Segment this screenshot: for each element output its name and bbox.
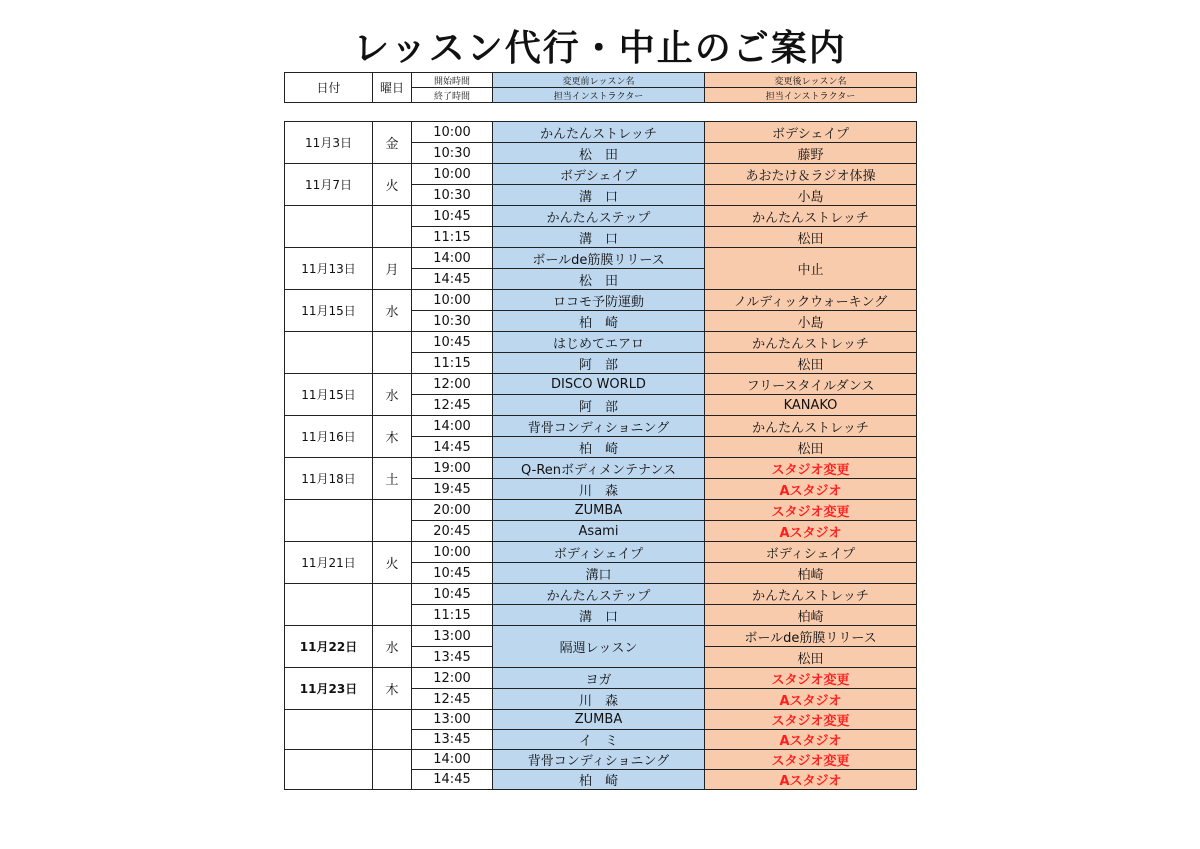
table-row bbox=[285, 542, 917, 563]
time-cell: 10:45 bbox=[412, 563, 493, 584]
time-cell: 14:00 bbox=[412, 248, 493, 269]
weekday-cell bbox=[373, 206, 412, 248]
weekday-cell bbox=[373, 750, 412, 790]
weekday-cell: 月 bbox=[373, 248, 412, 290]
after-instructor-cell: 柏崎 bbox=[705, 605, 917, 626]
after-instructor-cell: KANAKO bbox=[705, 395, 917, 416]
before-lesson-cell: かんたんストレッチ bbox=[493, 122, 705, 143]
time-cell: 20:45 bbox=[412, 521, 493, 542]
time-cell: 14:00 bbox=[412, 416, 493, 437]
legend-header-table bbox=[284, 72, 917, 103]
after-lesson-cell: ボデシェイプ bbox=[705, 122, 917, 143]
before-instructor-cell: 松 田 bbox=[493, 269, 705, 290]
schedule-table bbox=[284, 121, 917, 790]
before-lesson-cell: ボデシェイプ bbox=[493, 164, 705, 185]
weekday-cell bbox=[373, 710, 412, 750]
time-cell: 12:45 bbox=[412, 689, 493, 710]
time-cell: 10:00 bbox=[412, 542, 493, 563]
header-end-time: 終了時間 bbox=[412, 88, 493, 103]
before-instructor-cell: 柏 崎 bbox=[493, 311, 705, 332]
before-lesson-cell: ZUMBA bbox=[493, 500, 705, 521]
after-instructor-cell: 松田 bbox=[705, 647, 917, 668]
time-cell: 14:45 bbox=[412, 269, 493, 290]
time-cell: 14:00 bbox=[412, 750, 493, 770]
after-instructor-cell: 松田 bbox=[705, 437, 917, 458]
time-cell: 13:00 bbox=[412, 626, 493, 647]
weekday-cell: 木 bbox=[373, 668, 412, 710]
before-instructor-cell: 溝口 bbox=[493, 563, 705, 584]
time-cell: 20:00 bbox=[412, 500, 493, 521]
before-lesson-cell: かんたんステップ bbox=[493, 584, 705, 605]
after-lesson-cell: かんたんストレッチ bbox=[705, 584, 917, 605]
table-row bbox=[285, 332, 917, 353]
date-cell: 11月22日 bbox=[285, 626, 373, 668]
after-instructor-cell: Aスタジオ bbox=[705, 479, 917, 500]
header-start-time: 開始時間 bbox=[412, 73, 493, 88]
before-instructor-cell: 柏 崎 bbox=[493, 770, 705, 790]
before-instructor-cell: Asami bbox=[493, 521, 705, 542]
after-instructor-cell: 松田 bbox=[705, 353, 917, 374]
after-instructor-cell: Aスタジオ bbox=[705, 770, 917, 790]
header-before-lesson: 変更前レッスン名 bbox=[493, 73, 705, 88]
time-cell: 12:00 bbox=[412, 668, 493, 689]
weekday-cell bbox=[373, 584, 412, 626]
weekday-cell: 木 bbox=[373, 416, 412, 458]
before-instructor-cell: 柏 崎 bbox=[493, 437, 705, 458]
before-instructor-cell: イ ミ bbox=[493, 730, 705, 750]
after-lesson-cell: ボールde筋膜リリース bbox=[705, 626, 917, 647]
before-instructor-cell: 溝 口 bbox=[493, 185, 705, 206]
time-cell: 10:30 bbox=[412, 311, 493, 332]
date-cell bbox=[285, 500, 373, 542]
weekday-cell bbox=[373, 332, 412, 374]
table-row bbox=[285, 458, 917, 479]
after-instructor-cell: 藤野 bbox=[705, 143, 917, 164]
date-cell: 11月13日 bbox=[285, 248, 373, 290]
table-row bbox=[285, 374, 917, 395]
table-row bbox=[285, 416, 917, 437]
after-instructor-cell: 小島 bbox=[705, 185, 917, 206]
table-row bbox=[285, 248, 917, 269]
time-cell: 10:00 bbox=[412, 122, 493, 143]
date-cell bbox=[285, 584, 373, 626]
header-before-instructor: 担当インストラクター bbox=[493, 88, 705, 103]
date-cell: 11月15日 bbox=[285, 290, 373, 332]
table-row bbox=[285, 668, 917, 689]
time-cell: 19:00 bbox=[412, 458, 493, 479]
date-cell: 11月18日 bbox=[285, 458, 373, 500]
table-row bbox=[285, 122, 917, 143]
after-lesson-cell: スタジオ変更 bbox=[705, 500, 917, 521]
weekday-cell: 土 bbox=[373, 458, 412, 500]
before-instructor-cell: 溝 口 bbox=[493, 227, 705, 248]
after-lesson-cell: かんたんストレッチ bbox=[705, 332, 917, 353]
time-cell: 10:30 bbox=[412, 143, 493, 164]
before-instructor-cell: 阿 部 bbox=[493, 395, 705, 416]
header-after-instructor: 担当インストラクター bbox=[705, 88, 917, 103]
table-row bbox=[285, 584, 917, 605]
after-instructor-cell: 松田 bbox=[705, 227, 917, 248]
table-row bbox=[285, 626, 917, 647]
time-cell: 12:45 bbox=[412, 395, 493, 416]
table-row bbox=[285, 710, 917, 730]
after-lesson-cell: ボディシェイプ bbox=[705, 542, 917, 563]
before-lesson-cell: かんたんステップ bbox=[493, 206, 705, 227]
date-cell: 11月15日 bbox=[285, 374, 373, 416]
after-instructor-cell: Aスタジオ bbox=[705, 689, 917, 710]
header-date: 日付 bbox=[285, 73, 373, 103]
before-lesson-cell: 背骨コンディショニング bbox=[493, 750, 705, 770]
date-cell bbox=[285, 332, 373, 374]
before-lesson-cell: Q-Renボディメンテナンス bbox=[493, 458, 705, 479]
after-instructor-cell: Aスタジオ bbox=[705, 730, 917, 750]
before-lesson-cell: ボールde筋膜リリース bbox=[493, 248, 705, 269]
date-cell bbox=[285, 710, 373, 750]
before-instructor-cell: 川 森 bbox=[493, 479, 705, 500]
before-instructor-cell: 川 森 bbox=[493, 689, 705, 710]
date-cell bbox=[285, 206, 373, 248]
weekday-cell: 火 bbox=[373, 164, 412, 206]
table-row bbox=[285, 206, 917, 227]
before-lesson-cell: はじめてエアロ bbox=[493, 332, 705, 353]
time-cell: 19:45 bbox=[412, 479, 493, 500]
date-cell: 11月21日 bbox=[285, 542, 373, 584]
weekday-cell bbox=[373, 500, 412, 542]
table-row bbox=[285, 290, 917, 311]
time-cell: 12:00 bbox=[412, 374, 493, 395]
before-lesson-cell: ロコモ予防運動 bbox=[493, 290, 705, 311]
weekday-cell: 水 bbox=[373, 374, 412, 416]
time-cell: 10:45 bbox=[412, 332, 493, 353]
after-lesson-cell: フリースタイルダンス bbox=[705, 374, 917, 395]
time-cell: 14:45 bbox=[412, 770, 493, 790]
before-lesson-cell: 隔週レッスン bbox=[493, 626, 705, 668]
after-lesson-cell: かんたんストレッチ bbox=[705, 416, 917, 437]
before-instructor-cell: 松 田 bbox=[493, 143, 705, 164]
after-lesson-cell: あおたけ＆ラジオ体操 bbox=[705, 164, 917, 185]
after-instructor-cell: Aスタジオ bbox=[705, 521, 917, 542]
before-lesson-cell: ボディシェイプ bbox=[493, 542, 705, 563]
after-lesson-cell: スタジオ変更 bbox=[705, 458, 917, 479]
time-cell: 10:00 bbox=[412, 290, 493, 311]
time-cell: 14:45 bbox=[412, 437, 493, 458]
table-row bbox=[285, 164, 917, 185]
time-cell: 10:00 bbox=[412, 164, 493, 185]
weekday-cell: 水 bbox=[373, 290, 412, 332]
after-lesson-cell: かんたんストレッチ bbox=[705, 206, 917, 227]
after-lesson-cell: ノルディックウォーキング bbox=[705, 290, 917, 311]
time-cell: 10:45 bbox=[412, 206, 493, 227]
time-cell: 13:00 bbox=[412, 710, 493, 730]
before-lesson-cell: 背骨コンディショニング bbox=[493, 416, 705, 437]
date-cell: 11月7日 bbox=[285, 164, 373, 206]
before-instructor-cell: 溝 口 bbox=[493, 605, 705, 626]
time-cell: 11:15 bbox=[412, 227, 493, 248]
header-after-lesson: 変更後レッスン名 bbox=[705, 73, 917, 88]
weekday-cell: 火 bbox=[373, 542, 412, 584]
after-instructor-cell: 小島 bbox=[705, 311, 917, 332]
weekday-cell: 水 bbox=[373, 626, 412, 668]
date-cell: 11月3日 bbox=[285, 122, 373, 164]
date-cell: 11月16日 bbox=[285, 416, 373, 458]
after-instructor-cell: 柏崎 bbox=[705, 563, 917, 584]
before-lesson-cell: ヨガ bbox=[493, 668, 705, 689]
date-cell bbox=[285, 750, 373, 790]
before-lesson-cell: ZUMBA bbox=[493, 710, 705, 730]
time-cell: 10:30 bbox=[412, 185, 493, 206]
time-cell: 13:45 bbox=[412, 647, 493, 668]
after-lesson-cell: スタジオ変更 bbox=[705, 668, 917, 689]
weekday-cell: 金 bbox=[373, 122, 412, 164]
time-cell: 10:45 bbox=[412, 584, 493, 605]
time-cell: 11:15 bbox=[412, 353, 493, 374]
header-weekday: 曜日 bbox=[373, 73, 412, 103]
before-instructor-cell: 阿 部 bbox=[493, 353, 705, 374]
table-row bbox=[285, 750, 917, 770]
time-cell: 11:15 bbox=[412, 605, 493, 626]
after-lesson-cell: スタジオ変更 bbox=[705, 710, 917, 730]
table-row bbox=[285, 500, 917, 521]
date-cell: 11月23日 bbox=[285, 668, 373, 710]
time-cell: 13:45 bbox=[412, 730, 493, 750]
after-lesson-cell: スタジオ変更 bbox=[705, 750, 917, 770]
page-title: レッスン代行・中止のご案内 bbox=[353, 28, 847, 69]
after-lesson-cell: 中止 bbox=[705, 248, 917, 290]
before-lesson-cell: DISCO WORLD bbox=[493, 374, 705, 395]
